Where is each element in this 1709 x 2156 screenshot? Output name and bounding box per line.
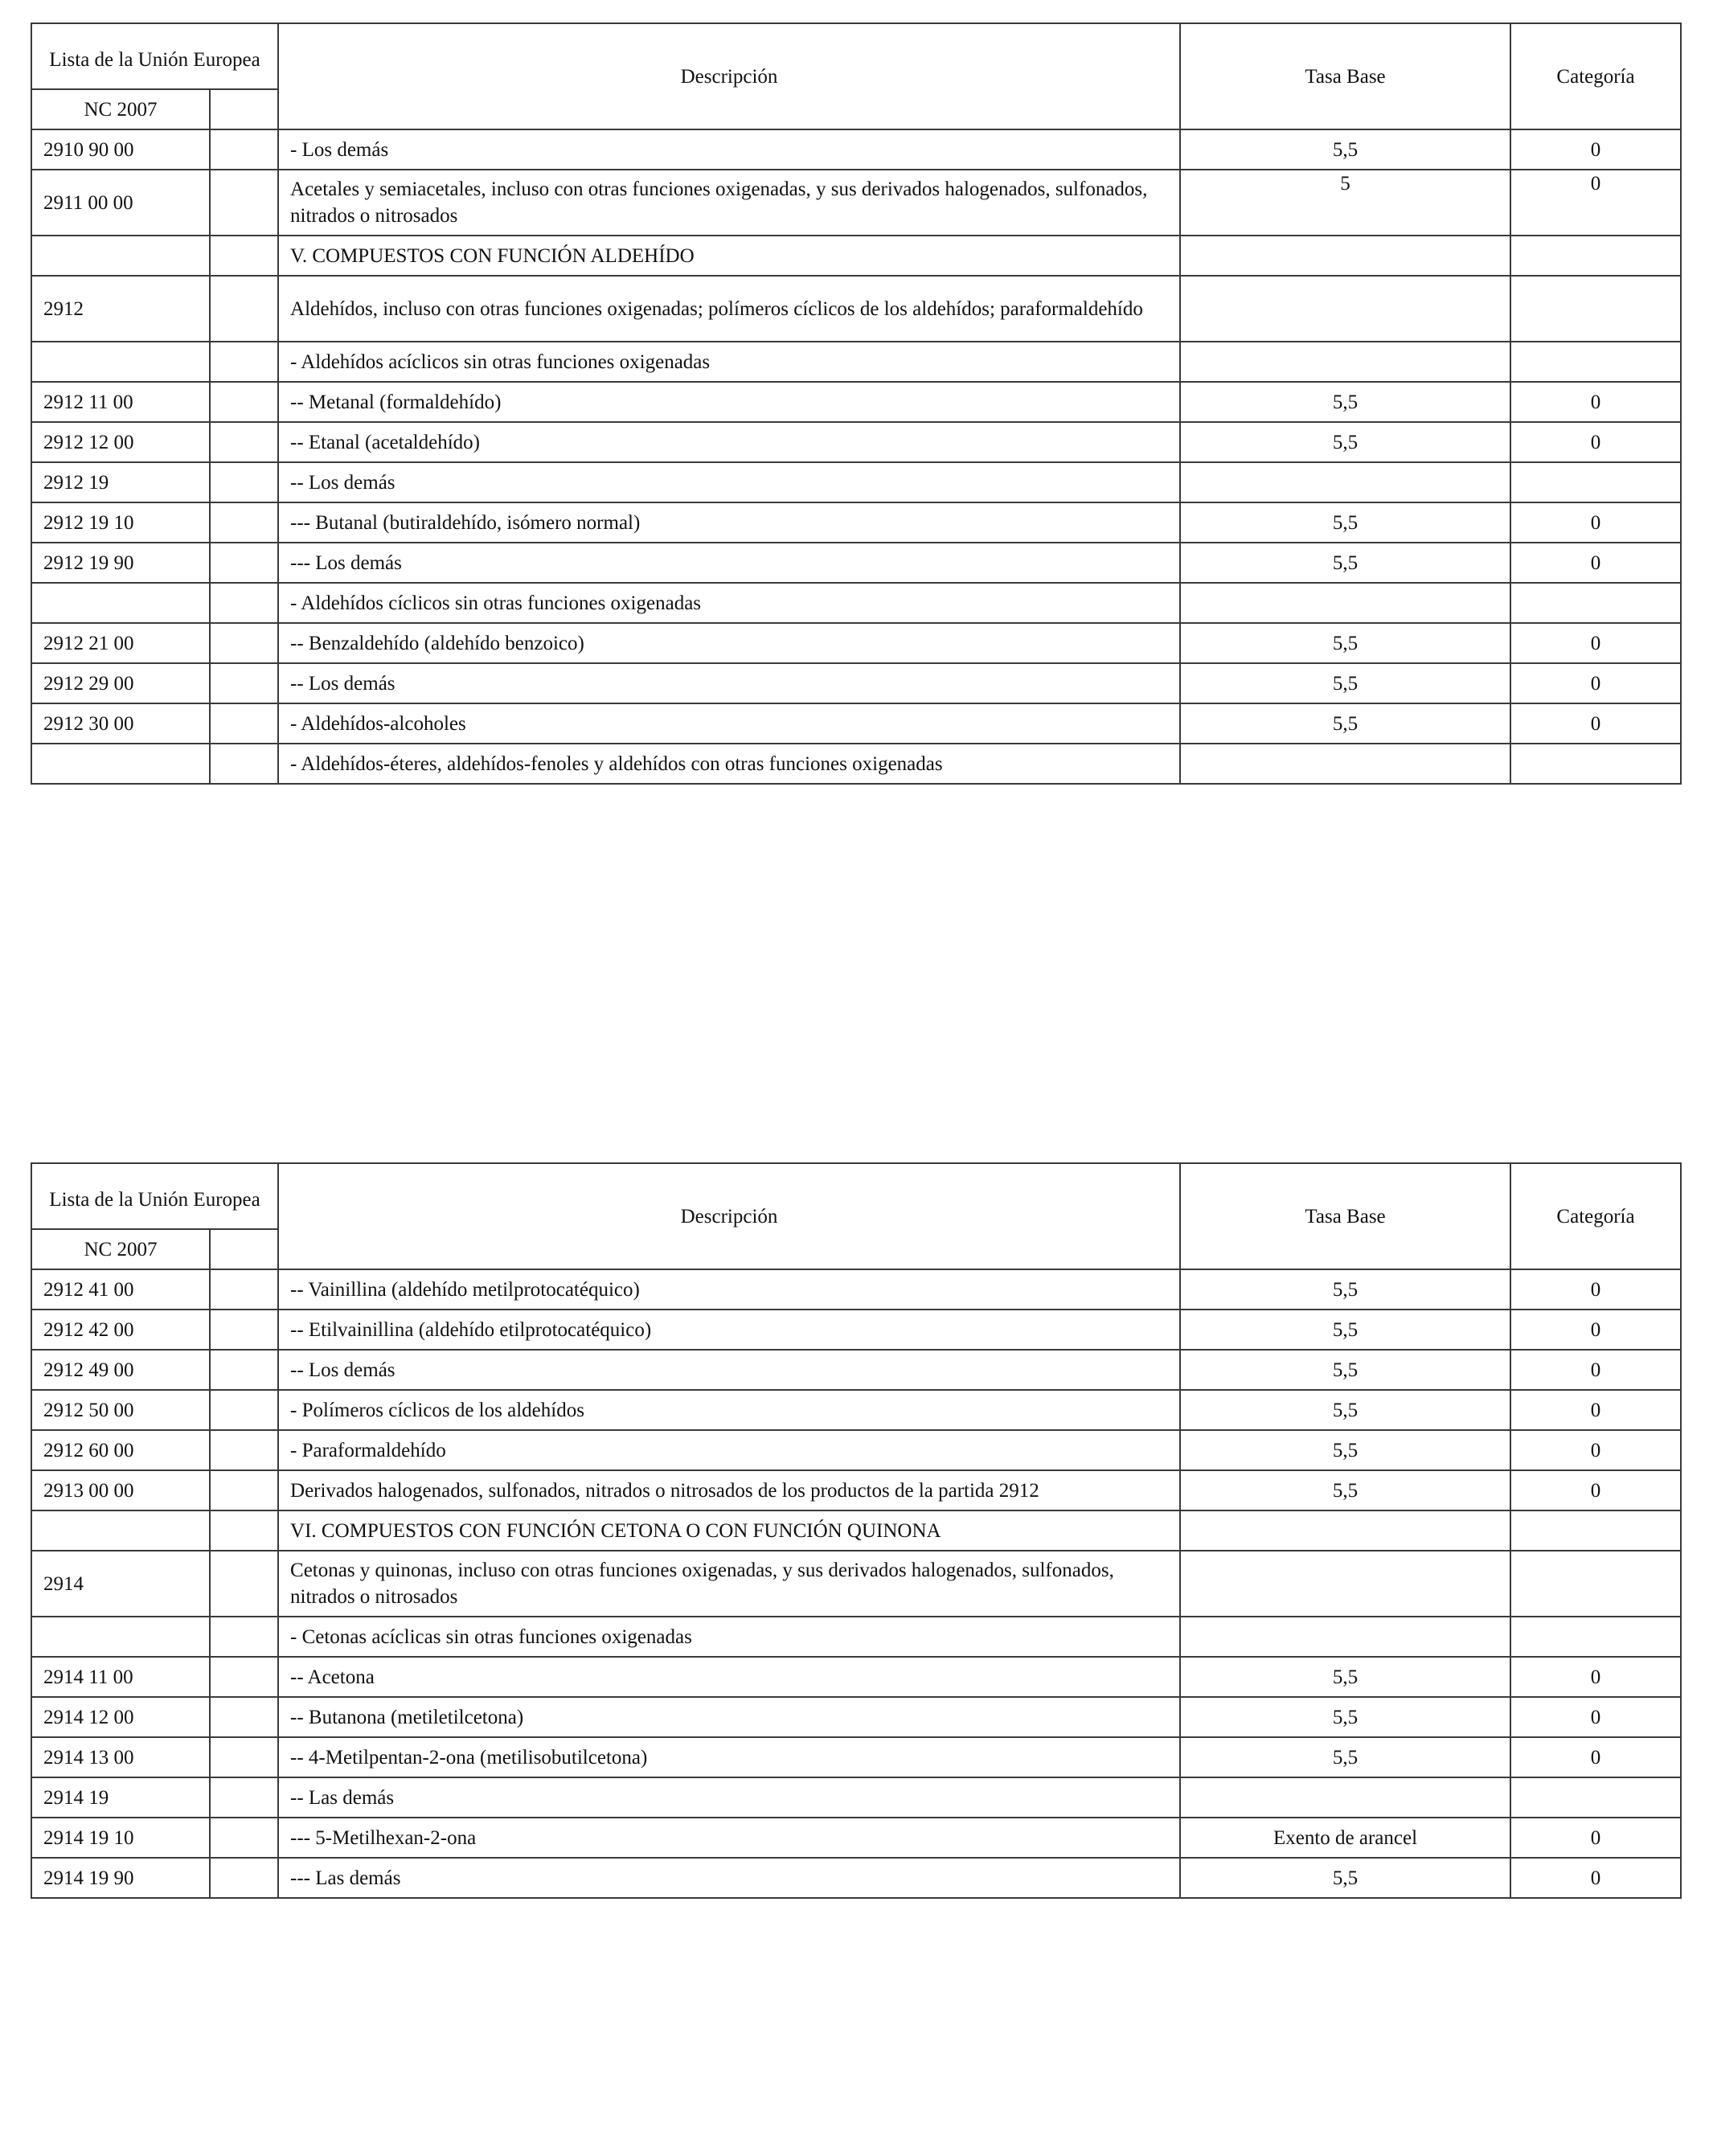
blank-cell [210, 170, 278, 236]
category-cell [1510, 462, 1681, 502]
header-description: Descripción [278, 23, 1180, 129]
code-cell: 2914 [31, 1551, 210, 1617]
code-cell: 2912 21 00 [31, 623, 210, 663]
blank-cell [210, 1510, 278, 1551]
table-row [31, 236, 1681, 276]
category-cell: 0 [1510, 1818, 1681, 1858]
table-row [31, 462, 1681, 502]
table-row [31, 342, 1681, 382]
category-cell: 0 [1510, 623, 1681, 663]
description-cell: Acetales y semiacetales, incluso con otras funciones oxigenadas, y sus derivados halogenados, sulfonados, nitrados o nitrosados [278, 170, 1180, 236]
blank-cell [210, 502, 278, 543]
description-cell: --- 5-Metilhexan-2-ona [278, 1818, 1180, 1858]
table-row [31, 1657, 1681, 1697]
blank-cell [210, 623, 278, 663]
description-cell: VI. COMPUESTOS CON FUNCIÓN CETONA O CON FUNCIÓN QUINONA [278, 1510, 1180, 1551]
header-base-rate: Tasa Base [1180, 1163, 1510, 1269]
code-cell [31, 744, 210, 784]
description-cell: Derivados halogenados, sulfonados, nitrados o nitrosados de los productos de la partida 2912 [278, 1470, 1180, 1510]
blank-cell [210, 276, 278, 342]
table-row [31, 583, 1681, 623]
header-eu-list: Lista de la Unión Europea [31, 1163, 278, 1229]
base-rate-cell: 5,5 [1180, 1657, 1510, 1697]
header-blank-cell [210, 89, 278, 129]
table-row [31, 382, 1681, 422]
description-cell: -- 4-Metilpentan-2-ona (metilisobutilcetona) [278, 1737, 1180, 1777]
base-rate-cell: 5,5 [1180, 1858, 1510, 1898]
table-row [31, 502, 1681, 543]
code-cell: 2912 19 [31, 462, 210, 502]
base-rate-cell [1180, 236, 1510, 276]
base-rate-cell: 5,5 [1180, 1430, 1510, 1470]
category-cell: 0 [1510, 1310, 1681, 1350]
description-cell: - Los demás [278, 129, 1180, 170]
tariff-table-1 [31, 23, 1682, 785]
code-cell: 2914 13 00 [31, 1737, 210, 1777]
table-row [31, 1430, 1681, 1470]
table-body [31, 23, 1681, 784]
base-rate-cell [1180, 1551, 1510, 1617]
category-cell [1510, 236, 1681, 276]
category-cell [1510, 1510, 1681, 1551]
description-cell: -- Butanona (metiletilcetona) [278, 1697, 1180, 1737]
description-cell: --- Los demás [278, 543, 1180, 583]
table-row [31, 129, 1681, 170]
header-row [31, 1163, 1681, 1229]
description-cell: V. COMPUESTOS CON FUNCIÓN ALDEHÍDO [278, 236, 1180, 276]
table-row [31, 1617, 1681, 1657]
header-description: Descripción [278, 1163, 1180, 1269]
code-cell: 2914 12 00 [31, 1697, 210, 1737]
category-cell: 0 [1510, 129, 1681, 170]
code-cell: 2912 19 10 [31, 502, 210, 543]
description-cell: -- Acetona [278, 1657, 1180, 1697]
category-cell: 0 [1510, 1470, 1681, 1510]
category-cell: 0 [1510, 382, 1681, 422]
base-rate-cell: 5,5 [1180, 382, 1510, 422]
table-row [31, 276, 1681, 342]
base-rate-cell: 5,5 [1180, 129, 1510, 170]
table-row [31, 744, 1681, 784]
description-cell: -- Benzaldehído (aldehído benzoico) [278, 623, 1180, 663]
category-cell: 0 [1510, 1350, 1681, 1390]
base-rate-cell: 5,5 [1180, 703, 1510, 744]
category-cell [1510, 276, 1681, 342]
table-row [31, 663, 1681, 703]
tariff-table-2 [31, 1162, 1682, 1899]
category-cell: 0 [1510, 703, 1681, 744]
code-cell: 2910 90 00 [31, 129, 210, 170]
header-nc-2007: NC 2007 [31, 89, 210, 129]
blank-cell [210, 1697, 278, 1737]
table-row [31, 1390, 1681, 1430]
category-cell: 0 [1510, 1697, 1681, 1737]
description-cell: Cetonas y quinonas, incluso con otras funciones oxigenadas, y sus derivados halogenados, sulfonados, nitrados o nitrosados [278, 1551, 1180, 1617]
description-cell: --- Las demás [278, 1858, 1180, 1898]
blank-cell [210, 1269, 278, 1310]
table-row [31, 1551, 1681, 1617]
category-cell: 0 [1510, 422, 1681, 462]
base-rate-cell: 5 [1180, 170, 1510, 236]
base-rate-cell: 5,5 [1180, 1737, 1510, 1777]
category-cell: 0 [1510, 1737, 1681, 1777]
code-cell: 2914 19 10 [31, 1818, 210, 1858]
code-cell [31, 342, 210, 382]
header-row [31, 23, 1681, 89]
base-rate-cell [1180, 744, 1510, 784]
table-row [31, 1310, 1681, 1350]
description-cell: - Aldehídos-alcoholes [278, 703, 1180, 744]
description-cell: - Aldehídos cíclicos sin otras funciones oxigenadas [278, 583, 1180, 623]
category-cell: 0 [1510, 1657, 1681, 1697]
table-row [31, 1470, 1681, 1510]
blank-cell [210, 663, 278, 703]
table-row [31, 170, 1681, 236]
description-cell: - Paraformaldehído [278, 1430, 1180, 1470]
code-cell [31, 1617, 210, 1657]
base-rate-cell: 5,5 [1180, 1390, 1510, 1430]
table-row [31, 1269, 1681, 1310]
code-cell: 2912 29 00 [31, 663, 210, 703]
code-cell: 2912 19 90 [31, 543, 210, 583]
description-cell: -- Etanal (acetaldehído) [278, 422, 1180, 462]
table-row [31, 543, 1681, 583]
header-nc-2007: NC 2007 [31, 1229, 210, 1269]
code-cell: 2912 41 00 [31, 1269, 210, 1310]
code-cell: 2912 49 00 [31, 1350, 210, 1390]
blank-cell [210, 1777, 278, 1818]
blank-cell [210, 1350, 278, 1390]
description-cell: Aldehídos, incluso con otras funciones oxigenadas; polímeros cíclicos de los aldehídos; paraformaldehído [278, 276, 1180, 342]
category-cell [1510, 1777, 1681, 1818]
code-cell: 2914 19 90 [31, 1858, 210, 1898]
category-cell [1510, 342, 1681, 382]
blank-cell [210, 422, 278, 462]
description-cell: -- Los demás [278, 1350, 1180, 1390]
table-row [31, 1350, 1681, 1390]
base-rate-cell: 5,5 [1180, 663, 1510, 703]
blank-cell [210, 1310, 278, 1350]
code-cell [31, 1510, 210, 1551]
code-cell: 2914 11 00 [31, 1657, 210, 1697]
category-cell: 0 [1510, 170, 1681, 236]
table-row [31, 1777, 1681, 1818]
code-cell: 2911 00 00 [31, 170, 210, 236]
base-rate-cell: 5,5 [1180, 1310, 1510, 1350]
table-row [31, 1858, 1681, 1898]
base-rate-cell [1180, 342, 1510, 382]
table-row [31, 623, 1681, 663]
category-cell: 0 [1510, 502, 1681, 543]
blank-cell [210, 1390, 278, 1430]
base-rate-cell [1180, 1777, 1510, 1818]
header-category: Categoría [1510, 1163, 1681, 1269]
base-rate-cell [1180, 1510, 1510, 1551]
code-cell: 2912 12 00 [31, 422, 210, 462]
base-rate-cell [1180, 1617, 1510, 1657]
code-cell: 2912 60 00 [31, 1430, 210, 1470]
blank-cell [210, 744, 278, 784]
base-rate-cell: 5,5 [1180, 1350, 1510, 1390]
blank-cell [210, 1737, 278, 1777]
table-row [31, 703, 1681, 744]
table-row [31, 1818, 1681, 1858]
category-cell: 0 [1510, 543, 1681, 583]
blank-cell [210, 236, 278, 276]
blank-cell [210, 1551, 278, 1617]
description-cell: -- Vainillina (aldehído metilprotocatéquico) [278, 1269, 1180, 1310]
code-cell: 2912 50 00 [31, 1390, 210, 1430]
blank-cell [210, 342, 278, 382]
code-cell: 2912 11 00 [31, 382, 210, 422]
description-cell: -- Las demás [278, 1777, 1180, 1818]
description-cell: - Polímeros cíclicos de los aldehídos [278, 1390, 1180, 1430]
blank-cell [210, 1858, 278, 1898]
category-cell [1510, 1617, 1681, 1657]
description-cell: -- Los demás [278, 462, 1180, 502]
base-rate-cell: 5,5 [1180, 1697, 1510, 1737]
description-cell: - Aldehídos acíclicos sin otras funciones oxigenadas [278, 342, 1180, 382]
code-cell [31, 583, 210, 623]
description-cell: --- Butanal (butiraldehído, isómero normal) [278, 502, 1180, 543]
blank-cell [210, 583, 278, 623]
table-row [31, 1510, 1681, 1551]
blank-cell [210, 543, 278, 583]
header-category: Categoría [1510, 23, 1681, 129]
blank-cell [210, 1657, 278, 1697]
category-cell [1510, 1551, 1681, 1617]
blank-cell [210, 703, 278, 744]
description-cell: -- Etilvainillina (aldehído etilprotocatéquico) [278, 1310, 1180, 1350]
code-cell: 2914 19 [31, 1777, 210, 1818]
category-cell: 0 [1510, 1269, 1681, 1310]
description-cell: -- Los demás [278, 663, 1180, 703]
category-cell [1510, 744, 1681, 784]
code-cell: 2912 [31, 276, 210, 342]
base-rate-cell [1180, 583, 1510, 623]
category-cell: 0 [1510, 1430, 1681, 1470]
code-cell: 2913 00 00 [31, 1470, 210, 1510]
category-cell [1510, 583, 1681, 623]
blank-cell [210, 382, 278, 422]
description-cell: -- Metanal (formaldehído) [278, 382, 1180, 422]
description-cell: - Aldehídos-éteres, aldehídos-fenoles y aldehídos con otras funciones oxigenadas [278, 744, 1180, 784]
table-body [31, 1163, 1681, 1898]
base-rate-cell: 5,5 [1180, 422, 1510, 462]
base-rate-cell: Exento de arancel [1180, 1818, 1510, 1858]
header-eu-list: Lista de la Unión Europea [31, 23, 278, 89]
code-cell: 2912 42 00 [31, 1310, 210, 1350]
base-rate-cell [1180, 462, 1510, 502]
blank-cell [210, 462, 278, 502]
blank-cell [210, 129, 278, 170]
category-cell: 0 [1510, 1390, 1681, 1430]
base-rate-cell [1180, 276, 1510, 342]
base-rate-cell: 5,5 [1180, 623, 1510, 663]
table-row [31, 1737, 1681, 1777]
category-cell: 0 [1510, 663, 1681, 703]
code-cell: 2912 30 00 [31, 703, 210, 744]
base-rate-cell: 5,5 [1180, 543, 1510, 583]
header-blank-cell [210, 1229, 278, 1269]
description-cell: - Cetonas acíclicas sin otras funciones oxigenadas [278, 1617, 1180, 1657]
base-rate-cell: 5,5 [1180, 502, 1510, 543]
code-cell [31, 236, 210, 276]
category-cell: 0 [1510, 1858, 1681, 1898]
header-base-rate: Tasa Base [1180, 23, 1510, 129]
blank-cell [210, 1430, 278, 1470]
blank-cell [210, 1818, 278, 1858]
table-row [31, 422, 1681, 462]
base-rate-cell: 5,5 [1180, 1470, 1510, 1510]
blank-cell [210, 1470, 278, 1510]
base-rate-cell: 5,5 [1180, 1269, 1510, 1310]
table-row [31, 1697, 1681, 1737]
blank-cell [210, 1617, 278, 1657]
